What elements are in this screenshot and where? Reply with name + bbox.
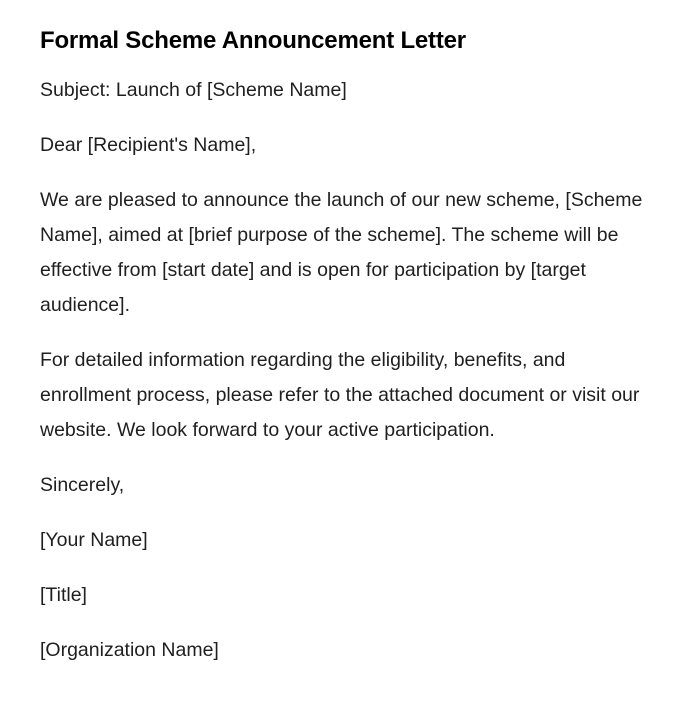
letter-closing: Sincerely, — [40, 474, 125, 496]
signature-title: [Title] — [40, 584, 87, 606]
letter-salutation: Dear [Recipient's Name], — [40, 134, 257, 156]
letter-body-paragraph-2: For detailed information regarding the eligibility, benefits, and enrollment process, please refer to the attached document or visit our website. We look forward to your active participation. — [40, 349, 640, 441]
letter-title: Formal Scheme Announcement Letter — [40, 27, 466, 54]
letter-subject: Subject: Launch of [Scheme Name] — [40, 79, 347, 101]
letter-body-paragraph-1: We are pleased to announce the launch of our new scheme, [Scheme Name], aimed at [brief purpose of the scheme]. The scheme will be effective from [start date] and is open for participation by [target audience]. — [40, 189, 643, 316]
signature-organization: [Organization Name] — [40, 639, 219, 661]
signature-name: [Your Name] — [40, 529, 148, 551]
